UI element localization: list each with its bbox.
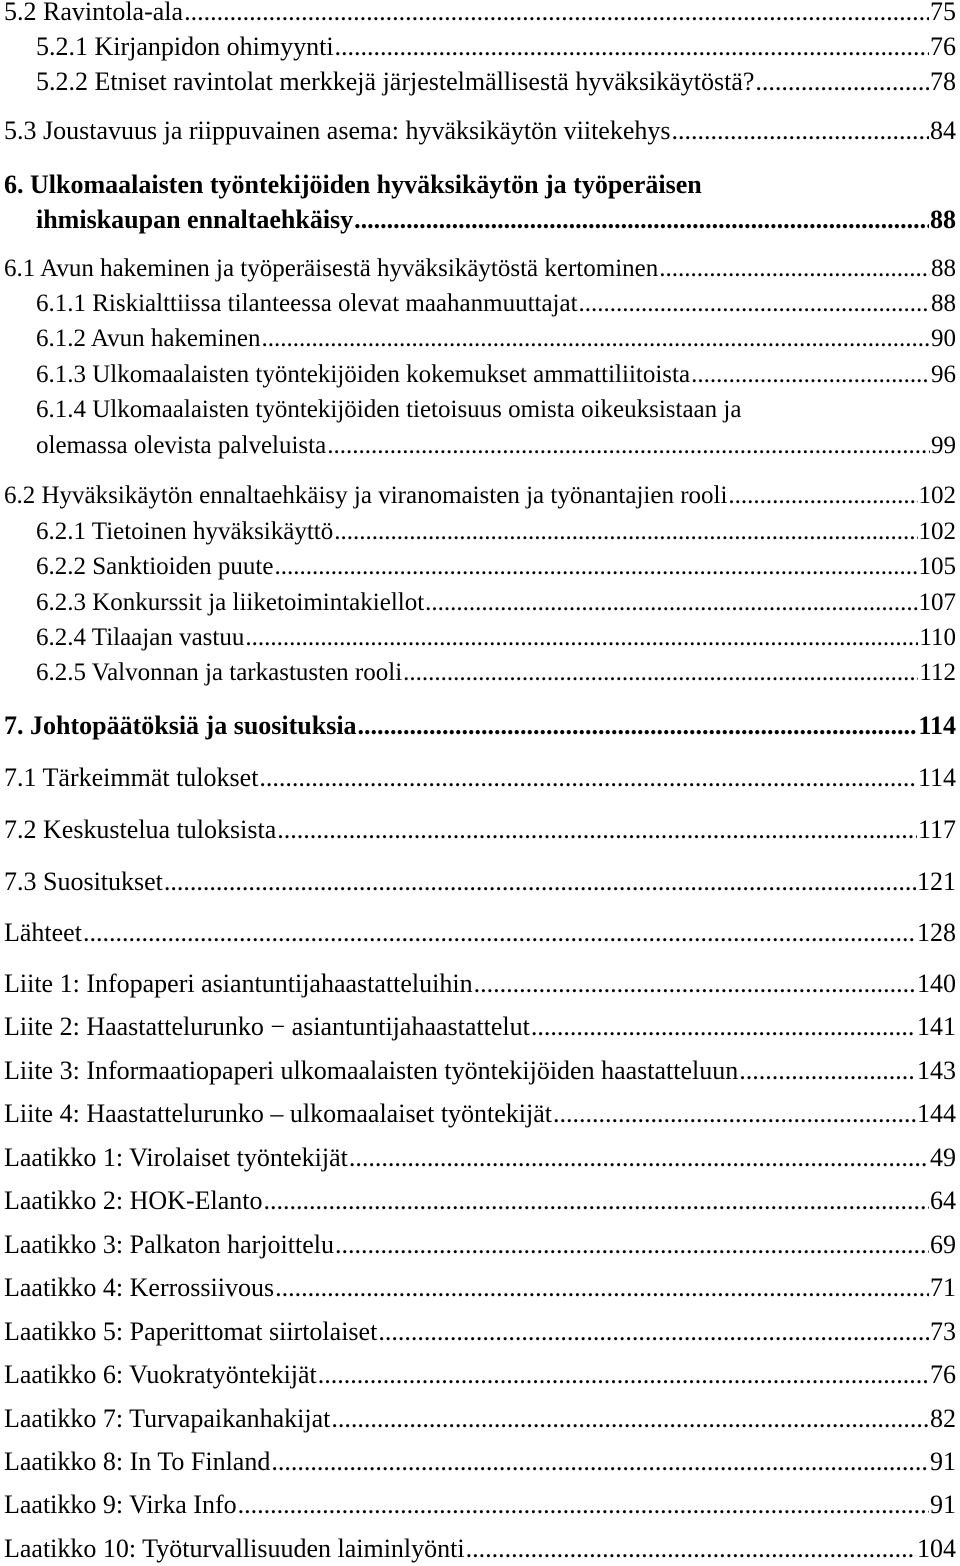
toc-entry-page: 102 bbox=[918, 518, 956, 545]
toc-entry-page: 117 bbox=[917, 815, 956, 844]
toc-entry-page: 121 bbox=[917, 867, 956, 896]
dot-leader bbox=[245, 624, 918, 652]
toc-entry-label: 6.1.2 Avun hakeminen bbox=[36, 325, 261, 352]
dot-leader bbox=[691, 361, 930, 389]
toc-entry[interactable] bbox=[4, 0, 956, 27]
toc-entry[interactable] bbox=[36, 205, 956, 235]
toc-entry-label: Laatikko 4: Kerrossiivous bbox=[4, 1273, 275, 1302]
toc-entry-label: Laatikko 5: Paperittomat siirtolaiset bbox=[4, 1317, 378, 1346]
toc-entry-label: 6.2.2 Sanktioiden puute bbox=[36, 553, 274, 580]
dot-leader bbox=[553, 1099, 916, 1129]
dot-leader bbox=[259, 763, 917, 793]
dot-leader bbox=[358, 711, 918, 741]
toc-entry-label: Liite 2: Haastattelurunko − asiantuntijahaastattelut bbox=[4, 1012, 530, 1041]
toc-entry-label: 7.2 Keskustelua tuloksista bbox=[4, 815, 277, 844]
toc-entry-page: 143 bbox=[917, 1056, 956, 1085]
toc-entry[interactable] bbox=[4, 1143, 956, 1173]
toc-entry[interactable] bbox=[36, 290, 956, 318]
toc-entry-page: 75 bbox=[930, 0, 956, 26]
toc-entry-label: Laatikko 3: Palkaton harjoittelu bbox=[4, 1230, 334, 1259]
toc-entry-page: 88 bbox=[931, 290, 956, 317]
toc-entry-page: 49 bbox=[930, 1143, 956, 1172]
toc-entry-page: 104 bbox=[917, 1534, 956, 1563]
toc-entry-label: olemassa olevista palveluista bbox=[36, 432, 327, 459]
dot-leader bbox=[755, 67, 929, 97]
dot-leader bbox=[184, 0, 929, 27]
toc-entry-label: Laatikko 9: Virka Info bbox=[4, 1490, 237, 1519]
toc-entry[interactable] bbox=[4, 1404, 956, 1434]
toc-entry-page: 76 bbox=[930, 32, 956, 61]
toc-entry[interactable] bbox=[36, 553, 956, 581]
dot-leader bbox=[354, 205, 929, 235]
toc-entry-page: 110 bbox=[919, 624, 956, 651]
dot-leader bbox=[334, 518, 917, 546]
toc-entry[interactable] bbox=[36, 432, 956, 460]
toc-entry[interactable] bbox=[4, 763, 956, 793]
toc-entry[interactable] bbox=[4, 1273, 956, 1303]
dot-leader bbox=[349, 1143, 929, 1173]
toc-entry-page: 76 bbox=[930, 1360, 956, 1389]
dot-leader bbox=[474, 969, 916, 999]
toc-entry[interactable] bbox=[4, 1012, 956, 1042]
toc-entry-page: 107 bbox=[918, 589, 956, 616]
toc-entry-label: ihmiskaupan ennaltaehkäisy bbox=[36, 205, 354, 234]
toc-entry[interactable] bbox=[36, 361, 956, 389]
toc-entry-label: Liite 4: Haastattelurunko – ulkomaalaiset työntekijät bbox=[4, 1099, 553, 1128]
dot-leader bbox=[531, 1012, 916, 1042]
toc-entry-label: Laatikko 8: In To Finland bbox=[4, 1447, 271, 1476]
toc-entry[interactable] bbox=[4, 1447, 956, 1477]
toc-entry[interactable] bbox=[4, 1056, 956, 1086]
dot-leader bbox=[271, 1447, 929, 1477]
toc-entry-label: 5.2.1 Kirjanpidon ohimyynti bbox=[36, 32, 334, 61]
toc-entry[interactable] bbox=[36, 624, 956, 652]
toc-entry[interactable] bbox=[4, 1099, 956, 1129]
toc-entry[interactable] bbox=[4, 1186, 956, 1216]
toc-entry-label: 7.1 Tärkeimmät tulokset bbox=[4, 763, 259, 792]
toc-entry-label: Liite 3: Informaatiopaperi ulkomaalaisten työntekijöiden haastatteluun bbox=[4, 1056, 739, 1085]
toc-entry-page: 90 bbox=[931, 325, 956, 352]
dot-leader bbox=[327, 432, 930, 460]
toc-chapter-title-line1: 6. Ulkomaalaisten työntekijöiden hyväksikäytön ja työperäisen bbox=[4, 170, 702, 199]
toc-entry[interactable] bbox=[36, 659, 956, 687]
toc-entry[interactable] bbox=[36, 32, 956, 62]
dot-leader bbox=[335, 32, 929, 62]
toc-entry-label: Lähteet bbox=[4, 918, 82, 947]
toc-entry-label-line1: 6.1.4 Ulkomaalaisten työntekijöiden tietoisuus omista oikeuksistaan ja bbox=[36, 396, 742, 423]
toc-entry-page: 114 bbox=[917, 763, 956, 792]
toc-entry-page: 141 bbox=[917, 1012, 956, 1041]
toc-entry-label: 6.1 Avun hakeminen ja työperäisestä hyväksikäytöstä kertominen bbox=[4, 255, 659, 282]
toc-entry-page: 96 bbox=[931, 361, 956, 388]
toc-entry-page: 128 bbox=[917, 918, 956, 947]
dot-leader bbox=[335, 1230, 929, 1260]
dot-leader bbox=[659, 255, 930, 283]
toc-entry-page: 88 bbox=[931, 255, 956, 282]
toc-entry[interactable] bbox=[4, 815, 956, 845]
toc-entry-label: 6.1.3 Ulkomaalaisten työntekijöiden kokemukset ammattiliitoista bbox=[36, 361, 691, 388]
dot-leader bbox=[264, 1186, 930, 1216]
toc-entry-label: 5.2.2 Etniset ravintolat merkkejä järjestelmällisestä hyväksikäytöstä? bbox=[36, 67, 755, 96]
toc-entry[interactable] bbox=[36, 518, 956, 546]
toc-entry[interactable] bbox=[36, 325, 956, 353]
toc-entry-page: 88 bbox=[930, 205, 956, 234]
toc-entry[interactable] bbox=[36, 589, 956, 617]
dot-leader bbox=[262, 325, 931, 353]
toc-entry-page: 69 bbox=[930, 1230, 956, 1259]
dot-leader bbox=[728, 482, 917, 510]
toc-entry-label: Laatikko 6: Vuokratyöntekijät bbox=[4, 1360, 317, 1389]
toc-entry-label: 6.2.5 Valvonnan ja tarkastusten rooli bbox=[36, 659, 403, 686]
toc-entry[interactable] bbox=[4, 1534, 956, 1564]
toc-entry-label: Laatikko 7: Turvapaikanhakijat bbox=[4, 1404, 331, 1433]
toc-entry-label: 5.2 Ravintola-ala bbox=[4, 0, 184, 26]
toc-entry-page: 112 bbox=[919, 659, 956, 686]
dot-leader bbox=[672, 116, 930, 146]
toc-entry-label: 6.2.3 Konkurssit ja liiketoimintakiellot bbox=[36, 589, 425, 616]
toc-entry-page: 73 bbox=[930, 1317, 956, 1346]
toc-entry[interactable] bbox=[4, 711, 956, 741]
toc-entry-label: Laatikko 10: Työturvallisuuden laiminlyönti bbox=[4, 1534, 465, 1563]
toc-entry[interactable] bbox=[4, 1317, 956, 1347]
dot-leader bbox=[318, 1360, 929, 1390]
dot-leader bbox=[739, 1056, 916, 1086]
toc-entry-page: 91 bbox=[930, 1447, 956, 1476]
dot-leader bbox=[83, 918, 916, 948]
dot-leader bbox=[425, 589, 917, 617]
toc-entry[interactable] bbox=[4, 1230, 956, 1260]
toc-entry[interactable] bbox=[4, 918, 956, 948]
toc-entry-label: Laatikko 1: Virolaiset työntekijät bbox=[4, 1143, 348, 1172]
dot-leader bbox=[466, 1534, 916, 1564]
dot-leader bbox=[277, 815, 917, 845]
toc-entry-label: 6.2 Hyväksikäytön ennaltaehkäisy ja viranomaisten ja työnantajien rooli bbox=[4, 482, 728, 509]
dot-leader bbox=[274, 553, 917, 581]
dot-leader bbox=[331, 1404, 929, 1434]
toc-entry[interactable] bbox=[4, 969, 956, 999]
toc-entry-page: 82 bbox=[930, 1404, 956, 1433]
toc-entry-page: 78 bbox=[930, 67, 956, 96]
toc-entry[interactable] bbox=[4, 116, 956, 146]
toc-entry[interactable] bbox=[4, 482, 956, 510]
toc-entry-label: Liite 1: Infopaperi asiantuntijahaastatteluihin bbox=[4, 969, 473, 998]
toc-entry-page: 114 bbox=[918, 711, 956, 740]
toc-entry-page: 71 bbox=[930, 1273, 956, 1302]
dot-leader bbox=[403, 659, 918, 687]
toc-entry[interactable] bbox=[4, 1360, 956, 1390]
toc-entry-label: 7.3 Suositukset bbox=[4, 867, 163, 896]
toc-entry-page: 84 bbox=[930, 116, 956, 145]
toc-entry-page: 102 bbox=[918, 482, 956, 509]
toc-entry-label: 6.1.1 Riskialttiissa tilanteessa olevat maahanmuuttajat bbox=[36, 290, 578, 317]
toc-entry-label: 6.2.1 Tietoinen hyväksikäyttö bbox=[36, 518, 334, 545]
dot-leader bbox=[238, 1490, 929, 1520]
toc-entry-page: 99 bbox=[931, 432, 956, 459]
dot-leader bbox=[275, 1273, 929, 1303]
toc-entry-page: 105 bbox=[918, 553, 956, 580]
toc-entry-label: 6.2.4 Tilaajan vastuu bbox=[36, 624, 245, 651]
toc-entry-page: 91 bbox=[930, 1490, 956, 1519]
toc-entry[interactable] bbox=[36, 67, 956, 97]
toc-entry-page: 140 bbox=[917, 969, 956, 998]
toc-entry[interactable] bbox=[4, 255, 956, 283]
toc-entry-page: 64 bbox=[930, 1186, 956, 1215]
toc-entry[interactable] bbox=[4, 1490, 956, 1520]
toc-entry-label: Laatikko 2: HOK-Elanto bbox=[4, 1186, 263, 1215]
toc-entry-label: 5.3 Joustavuus ja riippuvainen asema: hyväksikäytön viitekehys bbox=[4, 116, 671, 145]
dot-leader bbox=[378, 1317, 929, 1347]
dot-leader bbox=[164, 867, 916, 897]
toc-entry-label: 7. Johtopäätöksiä ja suosituksia bbox=[4, 711, 357, 740]
toc-entry-page: 144 bbox=[917, 1099, 956, 1128]
toc-entry[interactable] bbox=[4, 867, 956, 897]
dot-leader bbox=[579, 290, 930, 318]
